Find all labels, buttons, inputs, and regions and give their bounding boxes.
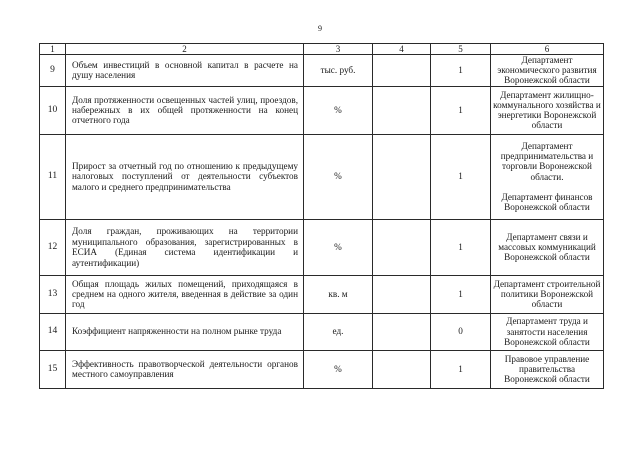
row-number: 12 xyxy=(40,219,66,275)
indicators-table xyxy=(39,43,604,389)
column-header: 3 xyxy=(304,44,373,55)
row-number: 15 xyxy=(40,350,66,388)
page-number: 9 xyxy=(318,24,322,33)
department-name: Департамент связи и массовых коммуникаций Воронежской области xyxy=(498,231,596,263)
column-header: 2 xyxy=(66,44,304,55)
value-cell-col4 xyxy=(373,350,431,388)
unit-cell: % xyxy=(304,219,373,275)
department-cell xyxy=(491,134,604,219)
table-row xyxy=(40,350,604,388)
value-cell-col4 xyxy=(373,219,431,275)
unit-cell: % xyxy=(304,86,373,134)
table-row xyxy=(40,275,604,313)
department-name: Департамент труда и занятости населения Воронежской области xyxy=(504,316,590,347)
department-name: Департамент предпринимательства и торговли Воронежской области. xyxy=(500,141,594,182)
department-name: Департамент строительной политики Воронежской области xyxy=(493,278,601,310)
unit-cell: кв. м xyxy=(304,275,373,313)
table-row xyxy=(40,55,604,87)
department-cell xyxy=(491,86,604,134)
indicator-description: Общая площадь жилых помещений, приходящаяся в среднем на одного жителя, введенная в действие за один год xyxy=(66,275,304,313)
value-cell-col5: 1 xyxy=(431,55,491,87)
indicator-description: Коэффициент напряженности на полном рынке труда xyxy=(66,313,304,350)
value-cell-col5: 0 xyxy=(431,313,491,350)
row-number: 14 xyxy=(40,313,66,350)
column-header: 1 xyxy=(40,44,66,55)
value-cell-col4 xyxy=(373,55,431,87)
row-number: 11 xyxy=(40,134,66,219)
department-name: Правовое управление правительства Воронежской области xyxy=(504,353,590,385)
unit-cell: % xyxy=(304,134,373,219)
value-cell-col4 xyxy=(373,86,431,134)
column-header: 5 xyxy=(431,44,491,55)
value-cell-col4 xyxy=(373,275,431,313)
row-number: 10 xyxy=(40,86,66,134)
value-cell-col5: 1 xyxy=(431,350,491,388)
column-header: 4 xyxy=(373,44,431,55)
value-cell-col5: 1 xyxy=(431,134,491,219)
department-cell xyxy=(491,275,604,313)
value-cell-col5: 1 xyxy=(431,275,491,313)
value-cell-col5: 1 xyxy=(431,86,491,134)
department-cell xyxy=(491,350,604,388)
table-row xyxy=(40,134,604,219)
department-cell xyxy=(491,219,604,275)
table-header-row xyxy=(40,44,604,55)
indicator-description: Доля протяженности освещенных частей улиц, проездов, набережных в их общей протяженности на конец отчетного года xyxy=(66,86,304,134)
table-row xyxy=(40,313,604,350)
unit-cell: ед. xyxy=(304,313,373,350)
row-number: 9 xyxy=(40,55,66,87)
department-cell xyxy=(491,313,604,350)
department-name: Департамент финансов Воронежской области xyxy=(501,191,593,213)
unit-cell: % xyxy=(304,350,373,388)
department-cell xyxy=(491,55,604,87)
value-cell-col4 xyxy=(373,134,431,219)
row-number: 13 xyxy=(40,275,66,313)
value-cell-col5: 1 xyxy=(431,219,491,275)
column-header: 6 xyxy=(491,44,604,55)
table-row xyxy=(40,86,604,134)
indicator-description: Прирост за отчетный год по отношению к предыдущему налоговых поступлений от деятельности субъектов малого и среднего предпринимательства xyxy=(66,134,304,219)
department-name: Департамент жилищно-коммунального хозяйства и энергетики Воронежской области xyxy=(493,89,601,131)
indicator-description: Эффективность правотворческой деятельности органов местного самоуправления xyxy=(66,350,304,388)
department-name: Департамент экономического развития Воронежской области xyxy=(497,55,597,86)
indicator-description: Доля граждан, проживающих на территории муниципального образования, зарегистрированных в ЕСИА (Единая система идентификации и аутентификации) xyxy=(66,219,304,275)
value-cell-col4 xyxy=(373,313,431,350)
table-row xyxy=(40,219,604,275)
indicator-description: Объем инвестиций в основной капитал в расчете на душу населения xyxy=(66,55,304,87)
unit-cell: тыс. руб. xyxy=(304,55,373,87)
